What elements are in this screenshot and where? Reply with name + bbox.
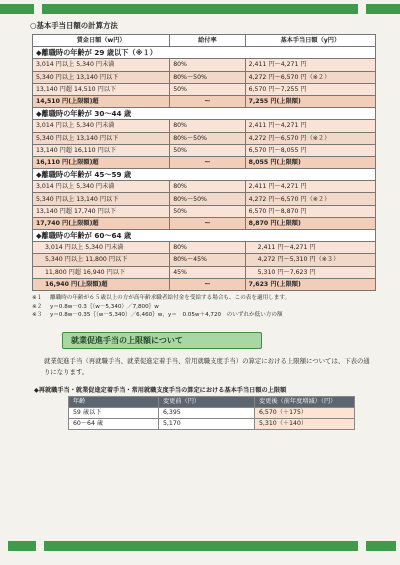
table-header-row — [33, 35, 376, 47]
table-row-limit — [33, 156, 376, 168]
benefit-table — [32, 34, 376, 291]
rate-cell: 80% — [170, 242, 245, 254]
age-group-label: ◆離職時の年齢が 60〜64 歳 — [33, 230, 376, 242]
wage-cell: 5,340 円以上 13,140 円以下 — [33, 71, 170, 83]
limit-table — [68, 396, 355, 430]
table-row — [69, 407, 355, 418]
daily-limit-cell: 8,870 円(上限額) — [245, 217, 375, 229]
daily-cell: 5,310 円〜7,623 円 — [245, 266, 375, 278]
wage-cell: 11,800 円超 16,940 円以下 — [33, 266, 170, 278]
after-cell: 5,310（＋140） — [255, 418, 355, 429]
header-daily: 基本手当日額（y円） — [245, 35, 375, 47]
age-group-label: ◆離職時の年齢が 29 歳以下（※１） — [33, 47, 376, 59]
daily-limit-cell: 7,623 円(上限額) — [245, 278, 375, 290]
rate-cell: 80%〜50% — [170, 132, 245, 144]
header-wage: 賃金日額（w円） — [33, 35, 170, 47]
rate-cell: 80% — [170, 120, 245, 132]
daily-cell: 6,570 円〜8,055 円 — [245, 144, 375, 156]
group-header-row — [33, 169, 376, 181]
daily-cell: 2,411 円〜4,271 円 — [245, 120, 375, 132]
wage-cell: 5,340 円以上 13,140 円以下 — [33, 132, 170, 144]
daily-limit-cell: 7,255 円(上限額) — [245, 95, 375, 107]
daily-cell: 2,411 円〜4,271 円 — [245, 242, 375, 254]
daily-cell: 4,272 円〜6,570 円（※２） — [245, 71, 375, 83]
wage-cell: 5,340 円以上 11,800 円以下 — [33, 254, 170, 266]
bottom-bar-segment — [44, 541, 358, 551]
wage-cell: 3,014 円以上 5,340 円未満 — [33, 181, 170, 193]
wage-cell: 13,140 円超 14,510 円以下 — [33, 83, 170, 95]
footnote: ※１ 離職時の年齢が６５歳以上の方が高年齢求職者給付金を受給する場合も、この表を適用します。 — [32, 294, 291, 301]
table-row — [33, 266, 376, 278]
table-row-limit — [33, 278, 376, 290]
wage-cell: 13,140 円超 16,110 円以下 — [33, 144, 170, 156]
before-cell: 6,395 — [159, 407, 255, 418]
section-paragraph: 就業促進手当（再就職手当、就業促進定着手当、常用就職支度手当）の算定における上限額については、下表の通りになります。 — [44, 356, 370, 376]
rate-cell: 50% — [170, 205, 245, 217]
group-header-row — [33, 108, 376, 120]
daily-cell: 4,272 円〜6,570 円（※２） — [245, 193, 375, 205]
rate-cell: 80%〜50% — [170, 71, 245, 83]
header-before: 変更前（円） — [159, 396, 255, 407]
wage-cell: 3,014 円以上 5,340 円未満 — [33, 242, 170, 254]
table-row-limit — [33, 95, 376, 107]
age-cell: 59 歳以下 — [69, 407, 159, 418]
top-decor-bar — [0, 0, 400, 18]
daily-cell: 4,272 円〜5,310 円（※３） — [245, 254, 375, 266]
age-cell: 60〜64 歳 — [69, 418, 159, 429]
age-group-label: ◆離職時の年齢が 45〜59 歳 — [33, 169, 376, 181]
daily-limit-cell: 8,055 円(上限額) — [245, 156, 375, 168]
table-row — [33, 132, 376, 144]
document-page — [22, 20, 378, 430]
table-row — [33, 193, 376, 205]
rate-cell: 80% — [170, 59, 245, 71]
before-cell: 5,170 — [159, 418, 255, 429]
footnote: ※３ y＝0.8w－0.35｛（w－5,340）／6,460｝w，y＝ 0.05w＋4,720 のいずれか低い方の額 — [32, 312, 283, 319]
rate-cell: ー — [170, 156, 245, 168]
rate-cell: ー — [170, 217, 245, 229]
table-row — [33, 205, 376, 217]
table-row — [33, 83, 376, 95]
bottom-decor-bar — [0, 538, 400, 554]
bottom-bar-segment — [366, 541, 396, 551]
wage-cell: 5,340 円以上 13,140 円以下 — [33, 193, 170, 205]
rate-cell: ー — [170, 278, 245, 290]
rate-cell: ー — [170, 95, 245, 107]
daily-cell: 6,570 円〜7,255 円 — [245, 83, 375, 95]
top-bar-segment — [0, 4, 34, 14]
table-row — [69, 418, 355, 429]
table-row — [33, 71, 376, 83]
footnote: ※２ y＝0.8w－0.3｛（w－5,340）／7,800｝w — [32, 303, 159, 310]
wage-limit-cell: 17,740 円(上限額)超 — [33, 217, 170, 229]
top-bar-segment — [42, 4, 358, 14]
rate-cell: 45% — [170, 266, 245, 278]
wage-limit-cell: 16,110 円(上限額)超 — [33, 156, 170, 168]
group-header-row — [33, 47, 376, 59]
daily-cell: 4,272 円〜6,570 円（※２） — [245, 132, 375, 144]
table-row — [33, 181, 376, 193]
calc-method-title: ○基本手当日額の計算方法 — [30, 21, 118, 30]
table-row-limit — [33, 217, 376, 229]
table-row — [33, 254, 376, 266]
table-row — [33, 120, 376, 132]
daily-cell: 2,411 円〜4,271 円 — [245, 181, 375, 193]
header-age: 年齢 — [69, 396, 159, 407]
wage-limit-cell: 14,510 円(上限額)超 — [33, 95, 170, 107]
daily-cell: 2,411 円〜4,271 円 — [245, 59, 375, 71]
bottom-bar-segment — [8, 541, 36, 551]
age-group-label: ◆離職時の年齢が 30〜44 歳 — [33, 108, 376, 120]
top-bar-segment — [366, 4, 400, 14]
wage-limit-cell: 16,940 円(上限額)超 — [33, 278, 170, 290]
header-after: 変更後（前年度増減）（円） — [255, 396, 355, 407]
footnotes — [32, 294, 378, 320]
table-row — [33, 59, 376, 71]
limit-table-title: ◆再就職手当・就業促進定着手当・常用就職支度手当の算定における基本手当日額の上限額 — [34, 386, 287, 394]
rate-cell: 50% — [170, 83, 245, 95]
wage-cell: 13,140 円超 17,740 円以下 — [33, 205, 170, 217]
section-banner: 就業促進手当の上限額について — [62, 332, 262, 349]
limit-header-row — [69, 396, 355, 407]
wage-cell: 3,014 円以上 5,340 円未満 — [33, 59, 170, 71]
rate-cell: 50% — [170, 144, 245, 156]
wage-cell: 3,014 円以上 5,340 円未満 — [33, 120, 170, 132]
rate-cell: 80%〜45% — [170, 254, 245, 266]
daily-cell: 6,570 円〜8,870 円 — [245, 205, 375, 217]
table-row — [33, 144, 376, 156]
table-row — [33, 242, 376, 254]
rate-cell: 80% — [170, 181, 245, 193]
header-rate: 給付率 — [170, 35, 245, 47]
after-cell: 6,570（＋175） — [255, 407, 355, 418]
group-header-row — [33, 230, 376, 242]
rate-cell: 80%〜50% — [170, 193, 245, 205]
